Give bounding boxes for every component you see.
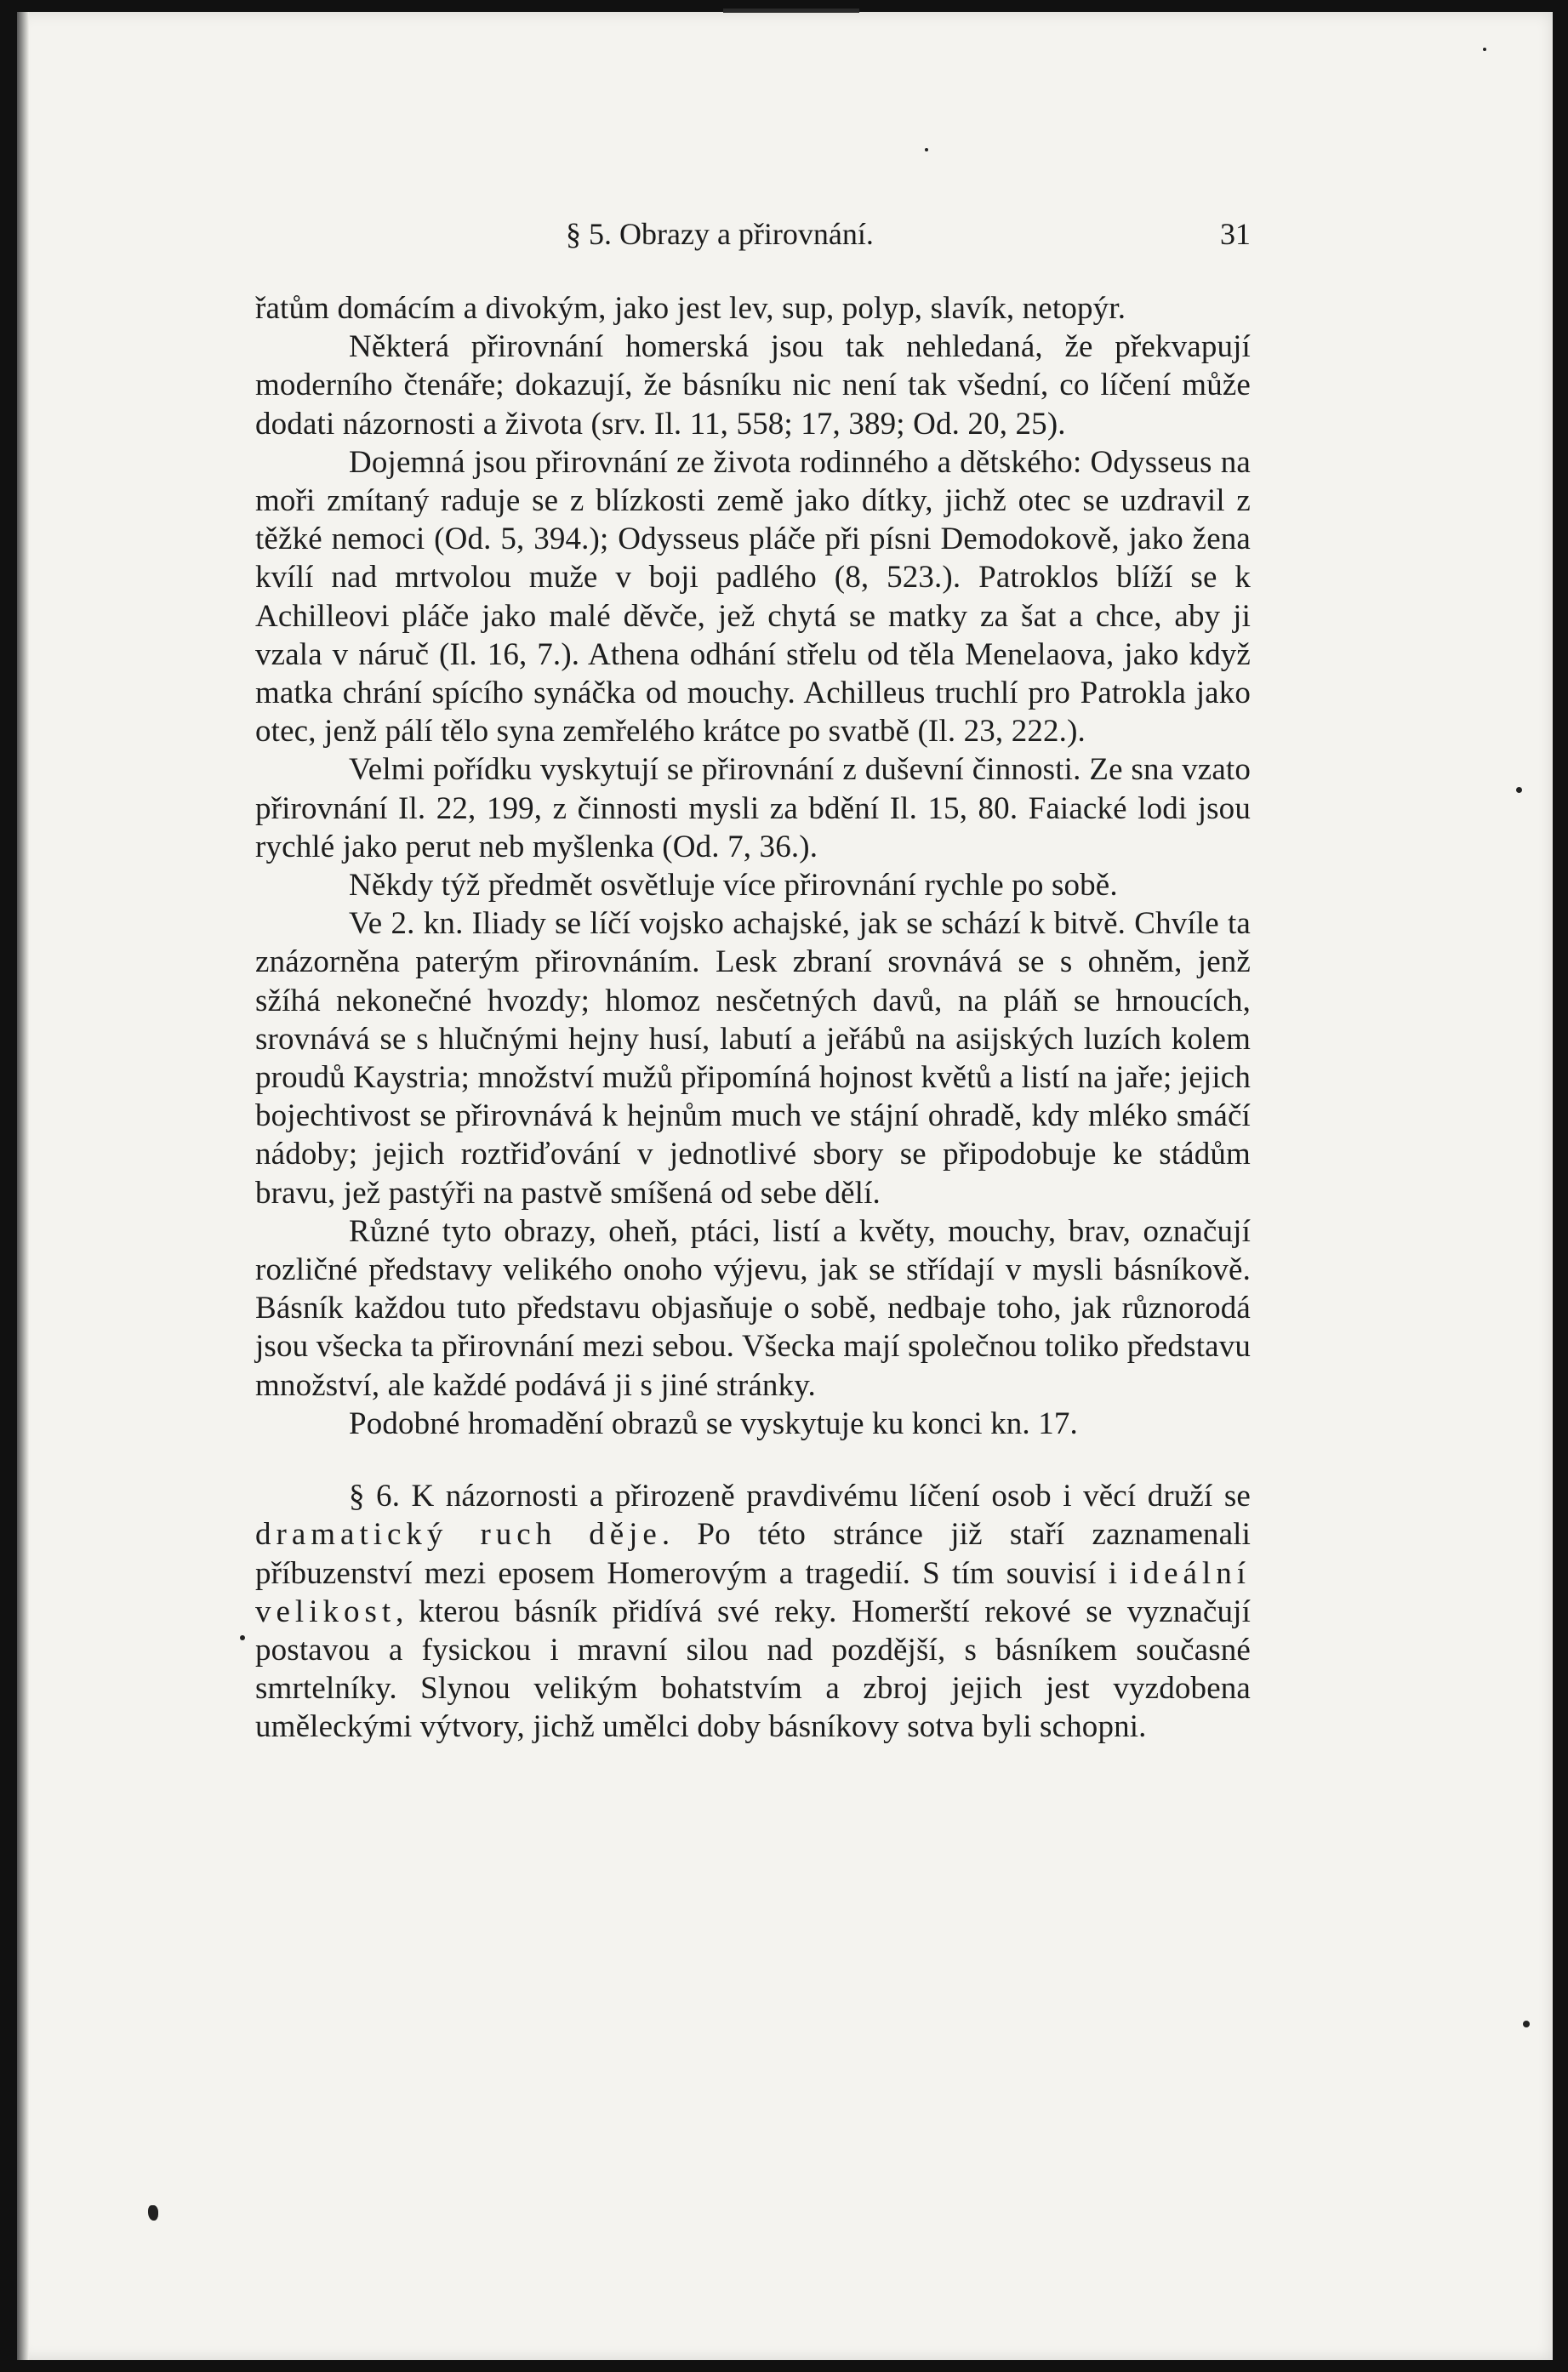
- spaced-phrase-dramatic-action: dramatický ruch děje: [255, 1517, 662, 1553]
- paragraph-2: Některá přirovnání homerská jsou tak nehledaná, že překvapují moderního čtenáře; dokazují, že básníku nic není tak všední, co líčení může dodati názornosti a života (srv. Il. 11, 558; 17, 389; Od. 20, 25).: [255, 329, 1251, 442]
- paragraph-3: Dojemná jsou přirovnání ze života rodinného a dětského: Odysseus na moři zmítaný raduje se z blízkosti země jako dítky, jichž otec se uzdravil z těžké nemoci (Od. 5, 394.); Odysseus pláče při písni Demodokově, jako žena kvílí nad mrtvolou muže v boji padlého (8, 523.). Patroklos blíží se k Achilleovi pláče jako malé děvče, jež chytá se matky za šat a chce, aby ji vzala v náruč (Il. 16, 7.). Athena odhání střelu od těla Menelaova, jako když matka chrání spícího synáčka od mouchy. Achilleus truchlí pro Patrokla jako otec, jenž pálí tělo syna zemřelého krátce po svatbě (Il. 23, 222.).: [255, 444, 1251, 750]
- section-6-text-part-3: , kterou básník přidívá své reky. Homerští rekové se vyznačují postavou a fysickou i mravní silou nad pozdější, s básníkem současné smrtelníky. Slynou velikým bohatstvím a zbroj jejich jest vyzdobena uměleckými výtvory, jichž umělci doby básníkovy sotva byli schopni.: [255, 1594, 1251, 1745]
- paragraph-4: Velmi pořídku vyskytují se přirovnání z duševní činnosti. Ze sna vzato přirovnání Il. 22, 199, z činnosti mysli za bdění Il. 15, 80. Faiacké lodi jsou rychlé jako perut neb myšlenka (Od. 7, 36.).: [255, 752, 1251, 864]
- paragraph-5: Někdy týž předmět osvětluje více přirovnání rychle po sobě.: [349, 868, 1118, 904]
- page-text: [255, 289, 1251, 1747]
- scan-speck: [925, 148, 928, 151]
- scan-ink-blot: [148, 2205, 158, 2221]
- page-number: 31: [1220, 217, 1251, 251]
- top-scan-mark: [723, 9, 859, 13]
- section-6-text-part-2: . Po této stránce již staří zaznamenali příbuzenství mezi eposem Homerovým a tragedií. S tím souvisí i: [255, 1517, 1252, 1591]
- spaced-phrase-ideal-greatness: ideální velikost: [255, 1555, 1251, 1629]
- paragraph-1: řatům domácím a divokým, jako jest lev, sup, polyp, slavík, netopýr.: [255, 291, 1126, 326]
- paragraph-7: Různé tyto obrazy, oheň, ptáci, listí a květy, mouchy, brav, označují rozličné představy velikého onoho výjevu, jak se střídají v mysli básníkově. Básník každou tuto představu objasňuje o sobě, nedbaje toho, jak různorodá jsou všecka ta přirovnání mezi sebou. Všecka mají společnou toliko představu množství, ale každé podává ji s jiné stránky.: [255, 1213, 1251, 1403]
- paragraph-8: Podobné hromadění obrazů se vyskytuje ku konci kn. 17.: [349, 1406, 1078, 1441]
- scan-speck: [240, 1635, 245, 1640]
- scan-speck: [1523, 2021, 1530, 2027]
- paragraph-6: Ve 2. kn. Iliady se líčí vojsko achajské, jak se schází k bitvě. Chvíle ta znázorněna paterým přirovnáním. Lesk zbraní srovnává se s ohněm, jenž sžíhá nekonečné hvozdy; hlomoz nesčetných davů, na pláň se hrnoucích, srovnává se s hlučnými hejny husí, labutí a jeřábů na asijských luzích kolem proudů Kaystria; množství mužů připomíná hojnost květů a listí na jaře; jejich bojechtivost se přirovnává k hejnům much ve stájní ohradě, kdy mléko smáčí nádoby; jejich roztřiďování v jednotlivé sbory se připodobuje ke stádům bravu, jež pastýři na pastvě smíšená od sebe dělí.: [255, 906, 1251, 1211]
- scan-speck: [1483, 48, 1486, 51]
- scan-speck: [1516, 787, 1522, 793]
- page-binding-edge: [17, 12, 29, 2360]
- section-title: § 5. Obrazy a přirovnání.: [566, 217, 874, 251]
- section-6-text-part-1: § 6. K názornosti a přirozeně pravdivému líčení osob i věcí druží se: [349, 1479, 1251, 1514]
- section-6-paragraph: [255, 1477, 1251, 1746]
- running-header: [251, 213, 1251, 255]
